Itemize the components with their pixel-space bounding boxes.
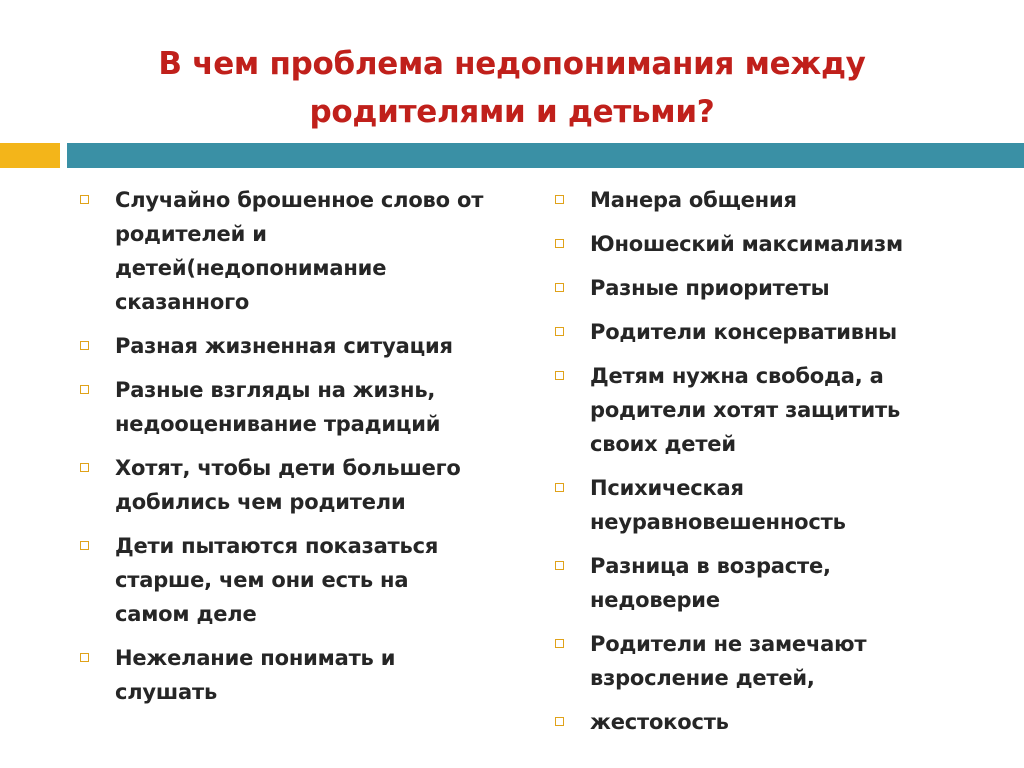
square-bullet-icon <box>80 341 89 350</box>
square-bullet-icon <box>80 541 89 550</box>
list-item-text: Разница в возрасте, недоверие <box>590 554 831 612</box>
slide-title <box>0 40 1024 136</box>
list-item-text: Юношеский максимализм <box>590 232 903 256</box>
list-item <box>552 627 992 695</box>
square-bullet-icon <box>555 717 564 726</box>
list-item <box>552 705 992 739</box>
list-item <box>552 549 992 617</box>
list-item <box>552 271 992 305</box>
square-bullet-icon <box>555 483 564 492</box>
list-item <box>77 373 507 441</box>
list-item <box>552 183 992 217</box>
square-bullet-icon <box>80 653 89 662</box>
square-bullet-icon <box>555 195 564 204</box>
list-item <box>552 227 992 261</box>
list-item <box>77 529 507 631</box>
list-item-text: Хотят, чтобы дети большего добились чем родители <box>115 456 461 514</box>
list-item-text: Психическая неуравновешенность <box>590 476 846 534</box>
square-bullet-icon <box>555 283 564 292</box>
list-item <box>552 471 992 539</box>
right-bullet-list <box>552 183 992 749</box>
left-bullet-list <box>77 183 507 719</box>
list-item <box>77 641 507 709</box>
square-bullet-icon <box>555 327 564 336</box>
list-item-text: Нежелание понимать и слушать <box>115 646 396 704</box>
list-item-text: Манера общения <box>590 188 797 212</box>
square-bullet-icon <box>555 371 564 380</box>
slide-title-line-2: родителями и детьми? <box>309 94 715 130</box>
slide-title-line-1: В чем проблема недопонимания между <box>158 46 866 82</box>
list-item-text: Дети пытаются показаться старше, чем они есть на самом деле <box>115 534 439 626</box>
list-item <box>552 315 992 349</box>
accent-band-right <box>67 143 1024 168</box>
accent-band-left <box>0 143 60 168</box>
list-item-text: Родители консервативны <box>590 320 897 344</box>
list-item-text: Разная жизненная ситуация <box>115 334 453 358</box>
square-bullet-icon <box>80 385 89 394</box>
square-bullet-icon <box>555 239 564 248</box>
list-item <box>77 451 507 519</box>
square-bullet-icon <box>80 463 89 472</box>
square-bullet-icon <box>555 561 564 570</box>
list-item <box>77 183 507 319</box>
list-item-text: Разные взгляды на жизнь, недооценивание традиций <box>115 378 441 436</box>
list-item <box>77 329 507 363</box>
square-bullet-icon <box>555 639 564 648</box>
list-item-text: жестокость <box>590 710 729 734</box>
list-item-text: Родители не замечают взросление детей, <box>590 632 867 690</box>
list-item-text: Случайно брошенное слово от родителей и детей(недопонимание сказанного <box>115 188 484 314</box>
list-item-text: Детям нужна свобода, а родители хотят защитить своих детей <box>590 364 901 456</box>
square-bullet-icon <box>80 195 89 204</box>
list-item-text: Разные приоритеты <box>590 276 830 300</box>
list-item <box>552 359 992 461</box>
